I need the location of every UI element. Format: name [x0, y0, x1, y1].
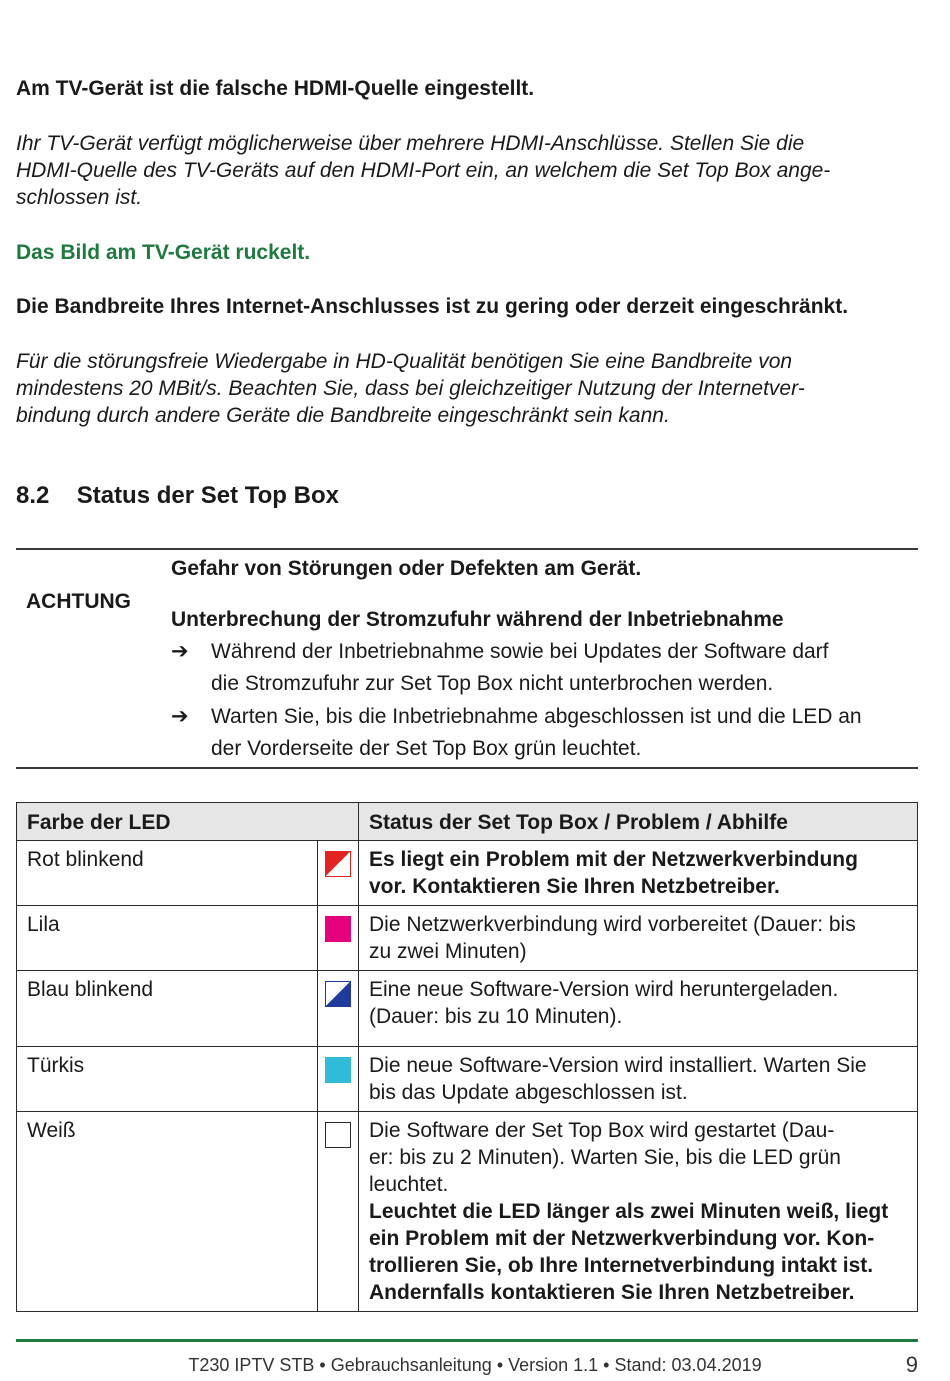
- led-color-name: Weiß: [17, 1112, 318, 1312]
- led-color-name: Blau blinkend: [17, 971, 318, 1047]
- status-line: Die Netzwerkverbindung wird vorbereitet (Dauer: bis: [369, 913, 856, 936]
- status-line: zu zwei Minuten): [369, 940, 527, 963]
- hdmi-paragraph: [16, 130, 916, 211]
- warning-bottom-rule: [16, 767, 918, 769]
- footer-divider: [16, 1339, 918, 1342]
- status-line: er: bis zu 2 Minuten). Warten Sie, bis die LED grün: [369, 1146, 841, 1169]
- led-status: [359, 1112, 918, 1312]
- led-color-name: Lila: [17, 906, 318, 971]
- warning-bullet-1-line-1: Während der Inbetriebnahme sowie bei Updates der Software darf: [211, 640, 829, 663]
- footer-text: T230 IPTV STB • Gebrauchsanleitung • Version 1.1 • Stand: 03.04.2019: [188, 1355, 762, 1375]
- led-status: [359, 971, 918, 1047]
- led-swatch-cell: [318, 906, 359, 971]
- warning-subtitle: Unterbrechung der Stromzufuhr während der Inbetriebnahme: [171, 608, 784, 631]
- warning-label: ACHTUNG: [26, 590, 131, 613]
- lila-swatch-icon: [325, 916, 351, 942]
- status-line: Die Software der Set Top Box wird gestartet (Dau-: [369, 1119, 835, 1142]
- led-status: [359, 906, 918, 971]
- arrow-right-icon: ➔: [171, 640, 189, 663]
- heading-bandbreite: Die Bandbreite Ihres Internet-Anschlusses ist zu gering oder derzeit eingeschränkt.: [16, 295, 849, 318]
- status-line: Eine neue Software-Version wird heruntergeladen.: [369, 978, 839, 1001]
- warning-title: Gefahr von Störungen oder Defekten am Gerät.: [171, 557, 642, 580]
- status-line: bis das Update abgeschlossen ist.: [369, 1081, 688, 1104]
- status-line: vor. Kontaktieren Sie Ihren Netzbetreiber.: [369, 875, 780, 898]
- warning-top-rule: [16, 548, 918, 550]
- warning-bullet-2-line-1: Warten Sie, bis die Inbetriebnahme abgeschlossen ist und die LED an: [211, 705, 862, 728]
- warning-bullet-1: [211, 636, 911, 700]
- status-line-bold: trollieren Sie, ob Ihre Internetverbindung intakt ist.: [369, 1254, 874, 1277]
- red-blinking-swatch-icon: [325, 851, 351, 877]
- bandbreite-line-2: mindestens 20 MBit/s. Beachten Sie, dass bei gleichzeitiger Nutzung der Internetver-: [16, 377, 805, 400]
- bandbreite-line-3: bindung durch andere Geräte die Bandbreite eingeschränkt sein kann.: [16, 404, 670, 427]
- white-swatch-icon: [325, 1122, 351, 1148]
- status-line-bold: ein Problem mit der Netzwerkverbindung vor. Kon-: [369, 1227, 875, 1250]
- status-line-bold: Leuchtet die LED länger als zwei Minuten weiß, liegt: [369, 1200, 889, 1223]
- warning-bullet-1-line-2: die Stromzufuhr zur Set Top Box nicht unterbrochen werden.: [211, 672, 774, 695]
- header-status: Status der Set Top Box / Problem / Abhilfe: [359, 803, 918, 841]
- hdmi-line-1: Ihr TV-Gerät verfügt möglicherweise über mehrere HDMI-Anschlüsse. Stellen Sie die: [16, 132, 805, 155]
- led-color-name: Türkis: [17, 1047, 318, 1112]
- bandbreite-paragraph: [16, 348, 916, 429]
- section-number: 8.2: [16, 482, 50, 509]
- led-color-name: Rot blinkend: [17, 841, 318, 906]
- bandbreite-line-1: Für die störungsfreie Wiedergabe in HD-Qualität benötigen Sie eine Bandbreite von: [16, 350, 793, 373]
- header-led-color: Farbe der LED: [17, 803, 359, 841]
- led-status: [359, 841, 918, 906]
- status-line: (Dauer: bis zu 10 Minuten).: [369, 1005, 623, 1028]
- led-swatch-cell: [318, 841, 359, 906]
- table-row: [17, 971, 918, 1047]
- section-title: Status der Set Top Box: [76, 482, 339, 509]
- heading-hdmi: Am TV-Gerät ist die falsche HDMI-Quelle eingestellt.: [16, 77, 535, 100]
- status-line-bold: Andernfalls kontaktieren Sie Ihren Netzbetreiber.: [369, 1281, 855, 1304]
- blue-blinking-swatch-icon: [325, 981, 351, 1007]
- led-status-table: [16, 802, 918, 1312]
- led-swatch-cell: [318, 1112, 359, 1312]
- led-status: [359, 1047, 918, 1112]
- table-header-row: [17, 803, 918, 841]
- status-line: Die neue Software-Version wird installiert. Warten Sie: [369, 1054, 867, 1077]
- table-row: [17, 1112, 918, 1312]
- led-swatch-cell: [318, 971, 359, 1047]
- page-number: 9: [905, 1352, 918, 1377]
- status-line: leuchtet.: [369, 1173, 449, 1196]
- warning-bullet-2-line-2: der Vorderseite der Set Top Box grün leuchtet.: [211, 737, 642, 760]
- table-row: [17, 906, 918, 971]
- led-swatch-cell: [318, 1047, 359, 1112]
- hdmi-line-2: HDMI-Quelle des TV-Geräts auf den HDMI-Port ein, an welchem die Set Top Box ange-: [16, 159, 831, 182]
- status-line: Es liegt ein Problem mit der Netzwerkverbindung: [369, 848, 858, 871]
- table-row: [17, 841, 918, 906]
- tuerkis-swatch-icon: [325, 1057, 351, 1083]
- section-heading: [16, 481, 339, 511]
- hdmi-line-3: schlossen ist.: [16, 186, 143, 209]
- table-row: [17, 1047, 918, 1112]
- warning-bullet-2: [211, 701, 911, 765]
- arrow-right-icon: ➔: [171, 705, 189, 728]
- heading-ruckelt: Das Bild am TV-Gerät ruckelt.: [16, 241, 311, 264]
